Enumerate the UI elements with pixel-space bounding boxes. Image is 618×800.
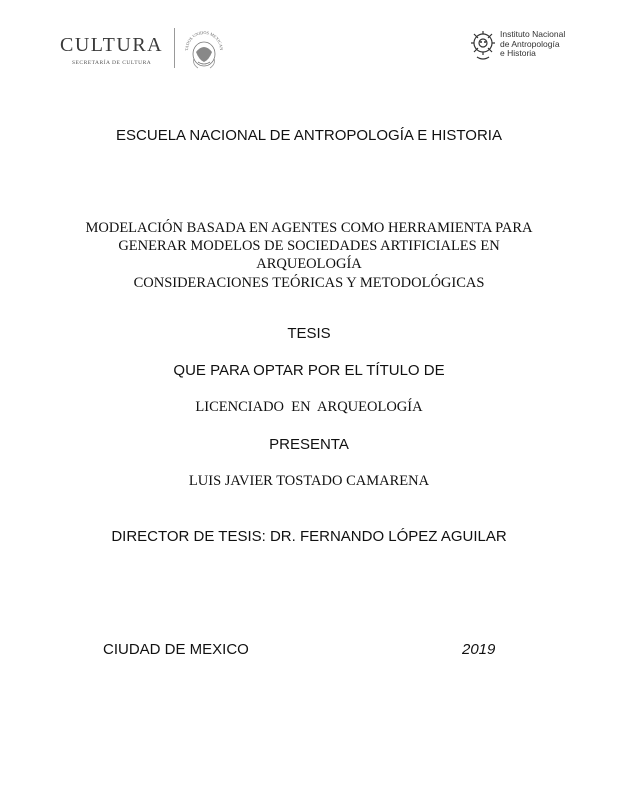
- cultura-logo-subtitle: SECRETARÍA DE CULTURA: [72, 60, 152, 66]
- year: 2019: [462, 641, 496, 658]
- inah-emblem-icon: [468, 28, 498, 62]
- inah-line-1: Instituto Nacional: [500, 29, 566, 39]
- inah-line-2: de Antropología: [500, 38, 560, 49]
- inah-logo: [468, 28, 588, 64]
- author-name: LUIS JAVIER TOSTADO CAMARENA: [188, 473, 430, 489]
- mexican-eagle-seal-icon: [180, 26, 228, 74]
- thesis-director: DIRECTOR DE TESIS: DR. FERNANDO LÓPEZ AGUILAR: [111, 528, 507, 545]
- cultura-logo-text: CULTURA: [60, 34, 164, 56]
- thesis-title-line-3: ARQUEOLOGÍA: [256, 256, 362, 272]
- thesis-title-line-1: MODELACIÓN BASADA EN AGENTES COMO HERRAMIENTA PARA: [85, 220, 533, 236]
- city: CIUDAD DE MEXICO: [103, 641, 249, 658]
- school-name: ESCUELA NACIONAL DE ANTROPOLOGÍA E HISTORIA: [116, 127, 502, 144]
- degree-name: LICENCIADO EN ARQUEOLOGÍA: [195, 399, 423, 415]
- logo-divider: [174, 28, 175, 68]
- seal-text: TADOS UNIDOS MEXICAN: [183, 29, 225, 51]
- degree-purpose: QUE PARA OPTAR POR EL TÍTULO DE: [173, 362, 445, 379]
- cultura-logo: [60, 22, 250, 72]
- inah-logo-text: [500, 30, 565, 59]
- thesis-subtitle: CONSIDERACIONES TEÓRICAS Y METODOLÓGICAS: [133, 275, 485, 291]
- presents-label: PRESENTA: [269, 436, 349, 453]
- thesis-title-line-2: GENERAR MODELOS DE SOCIEDADES ARTIFICIALES EN: [118, 238, 500, 254]
- inah-line-3: e Historia: [500, 48, 536, 58]
- document-type: TESIS: [287, 325, 331, 342]
